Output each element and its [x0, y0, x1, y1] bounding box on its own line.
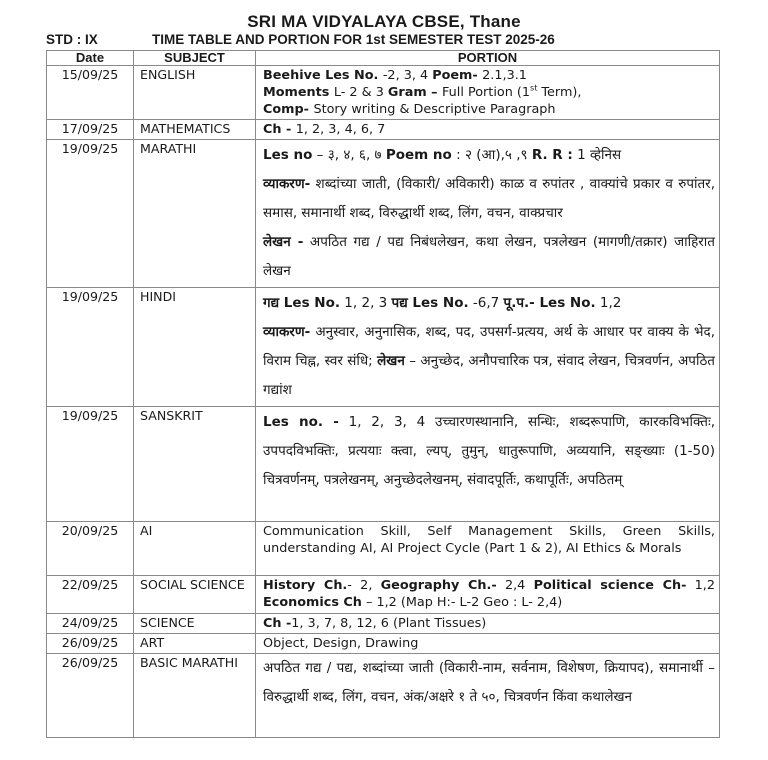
subject-name: SCIENCE — [134, 614, 256, 634]
subject-name: ART — [134, 634, 256, 654]
table-row — [47, 120, 720, 140]
subject-name: BASIC MARATHI — [134, 654, 256, 738]
table-row — [47, 576, 720, 614]
column-header-portion: PORTION — [256, 51, 720, 66]
portion-text: Communication Skill, Self Management Skills, Green Skills, understanding AI, AI Project Cycle (Part 1 & 2), AI Ethics & Morals — [256, 522, 720, 576]
subject-name: SOCIAL SCIENCE — [134, 576, 256, 614]
exam-date: 15/09/25 — [47, 66, 134, 120]
subject-name: MATHEMATICS — [134, 120, 256, 140]
exam-date: 19/09/25 — [47, 140, 134, 288]
portion-text: Beehive Les No. -2, 3, 4 Poem- 2.1,3.1 Moments L- 2 & 3 Gram – Full Portion (1st Term), Comp- Story writing & Descriptive Paragraph — [256, 66, 720, 120]
exam-date: 26/09/25 — [47, 634, 134, 654]
column-header-subject: SUBJECT — [134, 51, 256, 66]
exam-date: 24/09/25 — [47, 614, 134, 634]
table-header-row — [47, 51, 720, 66]
exam-date: 19/09/25 — [47, 288, 134, 407]
timetable-title: TIME TABLE AND PORTION FOR 1st SEMESTER TEST 2025-26 — [152, 32, 555, 47]
portion-text: Les no – ३, ४, ६, ७ Poem no : २ (आ),५ ,९ R. R : 1 व्हेनिस व्याकरण- शब्दांच्या जाती, (विकारी/ अविकारी) काळ व रुपांतर , वाक्यांचे प्रकार व रुपांतर, समास, समानार्थी शब्द, विरुद्धार्थी शब्द, लिंग, वचन, वाक्प्रचार लेखन - अपठित गद्य / पद्य निबंधलेखन, कथा लेखन, पत्रलेखन (मागणी/तक्रार) जाहिरात लेखन — [256, 140, 720, 288]
std-label: STD : IX — [46, 32, 98, 47]
exam-date: 17/09/25 — [47, 120, 134, 140]
subject-name: ENGLISH — [134, 66, 256, 120]
exam-date: 26/09/25 — [47, 654, 134, 738]
table-row — [47, 522, 720, 576]
table-row — [47, 66, 720, 120]
table-row — [47, 140, 720, 288]
table-row — [47, 654, 720, 738]
column-header-date: Date — [47, 51, 134, 66]
table-row — [47, 614, 720, 634]
portion-text: Ch -1, 3, 7, 8, 12, 6 (Plant Tissues) — [256, 614, 720, 634]
exam-date: 19/09/25 — [47, 407, 134, 522]
subject-name: AI — [134, 522, 256, 576]
portion-text: Object, Design, Drawing — [256, 634, 720, 654]
subject-name: HINDI — [134, 288, 256, 407]
portion-text: Les no. - 1, 2, 3, 4 उच्चारणस्थानानि, सन्धिः, शब्दरूपाणि, कारकविभक्तिः, उपपदविभक्तिः, प्रत्ययाः क्त्वा, ल्यप्, तुमुन्, धातुरूपाणि, अव्ययानि, सङ्ख्याः (1-50) चित्रवर्णनम्, पत्रलेखनम्, अनुच्छेदलेखनम्, संवादपूर्तिः, कथापूर्तिः, अपठितम् — [256, 407, 720, 522]
subject-name: MARATHI — [134, 140, 256, 288]
table-row — [47, 288, 720, 407]
portion-text: History Ch.- 2, Geography Ch.- 2,4 Political science Ch- 1,2 Economics Ch – 1,2 (Map H:- L-2 Geo : L- 2,4) — [256, 576, 720, 614]
table-row — [47, 407, 720, 522]
exam-date: 20/09/25 — [47, 522, 134, 576]
table-row — [47, 634, 720, 654]
portion-text: गद्य Les No. 1, 2, 3 पद्य Les No. -6,7 पू.प.- Les No. 1,2 व्याकरण- अनुस्वार, अनुनासिक, शब्द, पद, उपसर्ग-प्रत्यय, अर्थ के आधार पर वाक्य के भेद, विराम चिह्न, स्वर संधि; लेखन – अनुच्छेद, अनौपचारिक पत्र, संवाद लेखन, चित्रवर्णन, अपठित गद्यांश — [256, 288, 720, 407]
subject-name: SANSKRIT — [134, 407, 256, 522]
portion-text: अपठित गद्य / पद्य, शब्दांच्या जाती (विकारी-नाम, सर्वनाम, विशेषण, क्रियापद), समानार्थी – विरुद्धार्थी शब्द, लिंग, वचन, अंक/अक्षरे १ ते ५०, चित्रवर्णन किंवा कथालेखन — [256, 654, 720, 738]
exam-date: 22/09/25 — [47, 576, 134, 614]
portion-text: Ch - 1, 2, 3, 4, 6, 7 — [256, 120, 720, 140]
timetable — [46, 50, 720, 738]
school-title: SRI MA VIDYALAYA CBSE, Thane — [247, 12, 521, 31]
